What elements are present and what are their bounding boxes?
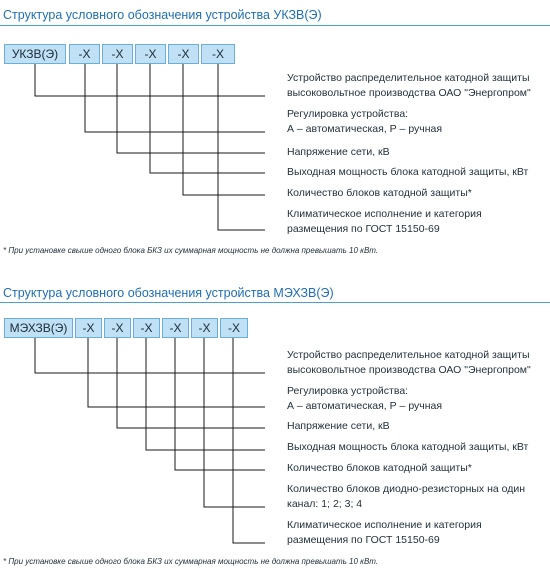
section1-legend-power: Выходная мощность блока катодной защиты, кВт bbox=[287, 166, 529, 178]
section2-legend-device: Устройство распределительное катодной защиты высоковольтное производства ОАО "Энергопром" bbox=[287, 349, 531, 376]
code-box-block-count: -X bbox=[162, 318, 189, 338]
section1-legend-device: Устройство распределительное катодной защиты высоковольтное производства ОАО "Энергопром" bbox=[287, 72, 531, 99]
section1-title: Структура условного обозначения устройства УКЗВ(Э) bbox=[3, 8, 322, 22]
code-box-climate: -X bbox=[201, 44, 235, 64]
section2-footnote: * При установке свыше одного блока БКЗ их суммарная мощность не должна превышать 10 кВт. bbox=[3, 557, 379, 566]
section2-legend-diode-blocks: Количество блоков диодно-резисторных на один канал: 1; 2; 3; 4 bbox=[287, 483, 526, 510]
section2-title: Структура условного обозначения устройства МЭХЗВ(Э) bbox=[3, 286, 334, 300]
section2-legend-voltage: Напряжение сети, кВ bbox=[287, 420, 390, 432]
code-box-climate: -X bbox=[220, 318, 248, 338]
section1-legend-block-count: Количество блоков катодной защиты* bbox=[287, 187, 472, 199]
code-box-adjustment: -X bbox=[69, 44, 100, 64]
code-box-power: -X bbox=[135, 44, 166, 64]
section2-legend-power: Выходная мощность блока катодной защиты, кВт bbox=[287, 441, 529, 453]
section1-legend-climate: Климатическое исполнение и категория размещения по ГОСТ 15150-69 bbox=[287, 208, 482, 235]
section1-legend-voltage: Напряжение сети, кВ bbox=[287, 146, 390, 158]
code-box-adjustment: -X bbox=[75, 318, 102, 338]
section1-footnote: * При установке свыше одного блока БКЗ их суммарная мощность не должна превышать 10 кВт. bbox=[3, 246, 379, 255]
code-box-block-count: -X bbox=[168, 44, 199, 64]
code-box-base: МЭХЗВ(Э) bbox=[4, 318, 73, 338]
code-box-base: УКЗВ(Э) bbox=[4, 44, 66, 64]
code-box-voltage: -X bbox=[104, 318, 131, 338]
section1-legend-adjustment: Регулировка устройства: А – автоматическая, Р – ручная bbox=[287, 108, 443, 135]
code-box-diode-blocks: -X bbox=[191, 318, 218, 338]
section2-legend-block-count: Количество блоков катодной защиты* bbox=[287, 462, 472, 474]
section2-legend-adjustment: Регулировка устройства: А – автоматическая, Р – ручная bbox=[287, 385, 443, 412]
code-box-voltage: -X bbox=[102, 44, 133, 64]
code-box-power: -X bbox=[133, 318, 160, 338]
section2-legend-climate: Климатическое исполнение и категория размещения по ГОСТ 15150-69 bbox=[287, 519, 482, 546]
